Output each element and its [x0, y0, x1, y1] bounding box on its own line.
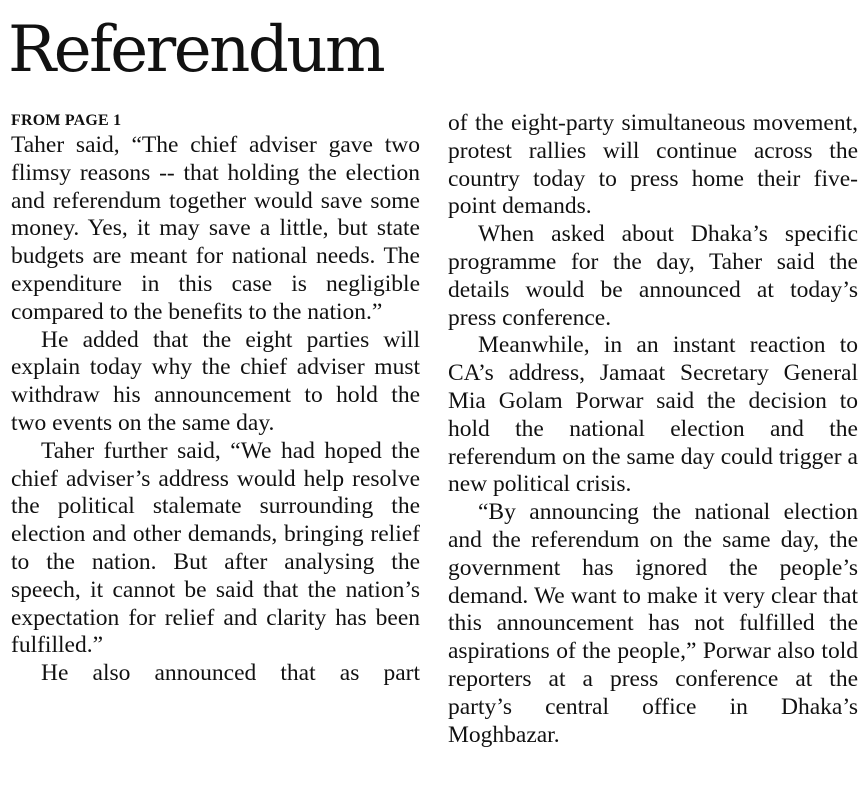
article-column-right: [448, 110, 858, 749]
paragraph: Taher said, “The chief adviser gave two flimsy reasons -- that holding the election and referendum together would save some money. Yes, it may save a little, but state budgets are meant for national needs. The expenditure in this case is negligible compared to the benefits to the nation.”: [11, 132, 420, 325]
article-column-left: [11, 110, 420, 688]
paragraph: “By announcing the national election and the referendum on the same day, the government has ignored the people’s demand. We want to make it very clear that this announcement has not fulfilled the aspirations of the people,” Porwar also told reporters at a press conference at the party’s central office in Dhaka’s Moghbazar.: [448, 499, 858, 748]
paragraph: He also announced that as part: [41, 660, 420, 687]
paragraph: He added that the eight parties will explain today why the chief adviser must withdraw his announcement to hold the two events on the same day.: [11, 326, 420, 436]
paragraph: Meanwhile, in an instant reaction to CA’s address, Jamaat Secretary General Mia Golam Porwar said the decision to hold the national election and the referendum on the same day could trigger a new political crisis.: [448, 332, 858, 498]
paragraph: Taher further said, “We had hoped the chief adviser’s address would help resolve the political stalemate surrounding the election and other demands, bringing relief to the nation. But after analysing the speech, it cannot be said that the nation’s expectation for relief and clarity has been fulfilled.”: [11, 437, 420, 659]
headline: Referendum: [8, 13, 384, 87]
paragraph: When asked about Dhaka’s specific programme for the day, Taher said the details would be announced at today’s press conference.: [448, 221, 858, 331]
kicker: FROM PAGE 1: [11, 112, 122, 129]
paragraph: of the eight-party simultaneous movement, protest rallies will continue across the country today to press home their five-point demands.: [448, 110, 858, 220]
